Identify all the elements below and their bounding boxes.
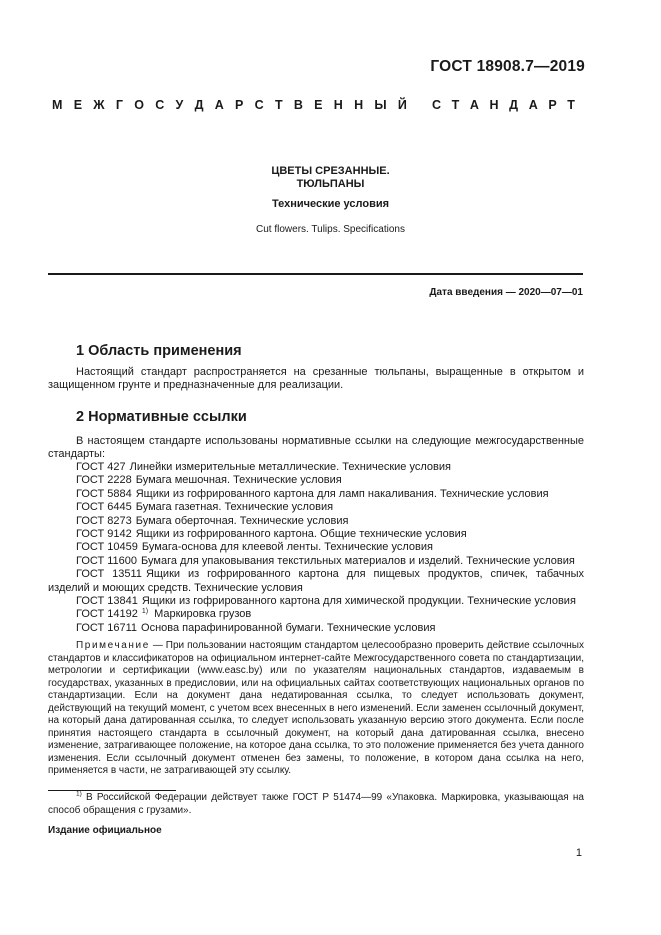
reference-code: ГОСТ 6445	[76, 501, 132, 514]
reference-title: Ящики из гофрированного картона для химической продукции. Технические условия	[141, 595, 576, 608]
reference-title: Линейки измерительные металлические. Технические условия	[129, 461, 451, 473]
banner-letter: О	[134, 98, 144, 112]
title-line-2: ТЮЛЬПАНЫ	[296, 178, 365, 190]
page-number: 1	[575, 847, 582, 859]
document-subtitle: Технические условия	[271, 198, 390, 210]
document-code: ГОСТ 18908.7—2019	[430, 58, 585, 75]
banner-letter: Ж	[93, 98, 105, 112]
banner-letter: У	[175, 98, 184, 112]
section-1-heading: 1 Область применения	[76, 343, 242, 359]
reference-item	[76, 555, 584, 568]
reference-title: Ящики из гофрированного картона для пищевых продуктов, спичек, табачных изделий и моющих средств. Технические условия	[48, 568, 584, 594]
section-2-heading: 2 Нормативные ссылки	[76, 409, 247, 425]
note-text: — При пользовании настоящим стандартом целесообразно проверить действие ссылочных стандартов и классификаторов на официальном интернет-сайте Межгосударственного совета по стандартизации, метрологии и сертификации (www.easc.by) или по указателям национальных стандартов, издаваемым в государствах, указанных в предисловии, или на официальных сайтах соответствующих национальных органов по стандартизации. Если на документ дана недатированная ссылка, то следует использовать документ, действующий на текущий момент, с учетом всех внесенных в него изменений. Если заменен ссылочный документ, на который дана датированная ссылка, то следует использовать указанную версию этого документа. Если после принятия настоящего стандарта в ссылочный документ, на который дана датированная ссылка, внесено изменение, затрагивающее положение, на которое дана ссылка, то это положение применяется без учета данного изменения. Если ссылочный документ отменен без замены, то положение, в котором дана ссылка на него, применяется в части, не затрагивающей эту ссылку.	[48, 640, 584, 776]
reference-code: ГОСТ 427	[76, 461, 126, 473]
reference-item	[76, 608, 584, 621]
reference-item	[76, 528, 584, 541]
banner-letter: В	[293, 98, 303, 112]
reference-code: ГОСТ 16711	[76, 621, 138, 634]
reference-code: ГОСТ 13511	[76, 568, 142, 581]
reference-title: Ящики из гофрированного картона. Общие технические условия	[135, 528, 467, 541]
section-2-intro	[48, 435, 584, 461]
title-divider	[48, 273, 583, 275]
reference-title: Ящики из гофрированного картона для ламп накаливания. Технические условия	[135, 487, 549, 500]
reference-item	[76, 541, 584, 554]
banner-letter: С	[432, 98, 442, 112]
banner-letter: Г	[115, 98, 123, 112]
footnote	[48, 791, 584, 817]
banner-letter: Н	[354, 98, 364, 112]
banner-letter: Н	[333, 98, 343, 112]
section-1-text: Настоящий стандарт распространяется на срезанные тюльпаны, выращенные в открытом и защищенном грунте и предназначенные для реализации.	[48, 366, 584, 391]
banner-letter: М	[52, 98, 63, 112]
reference-title: Бумага газетная. Технические условия	[135, 501, 334, 514]
banner-letter: Р	[548, 98, 557, 112]
banner-letter: Д	[194, 98, 204, 112]
banner-letter: Р	[235, 98, 244, 112]
reference-item	[76, 501, 584, 514]
section-2-intro-text: В настоящем стандарте использованы нормативные ссылки на следующие межгосударственные стандарты:	[48, 435, 584, 460]
reference-title: Бумага для упаковывания текстильных материалов и изделий. Технические условия	[141, 554, 575, 567]
reference-item	[48, 568, 584, 595]
banner-letter: Д	[509, 98, 519, 112]
interstate-standard-banner	[52, 98, 575, 112]
banner-letter: А	[469, 98, 479, 112]
banner-word-1	[52, 98, 407, 112]
reference-title: Основа парафинированной бумаги. Технические условия	[141, 621, 436, 634]
banner-letter: Т	[451, 98, 460, 112]
title-line-1: ЦВЕТЫ СРЕЗАННЫЕ.	[271, 165, 390, 177]
banner-letter: Н	[489, 98, 499, 112]
references-note	[48, 640, 584, 778]
reference-title: Маркировка грузов	[154, 608, 252, 621]
banner-letter: С	[254, 98, 264, 112]
banner-letter: Ы	[374, 98, 387, 112]
reference-code: ГОСТ 2228	[76, 474, 132, 487]
reference-item	[76, 488, 584, 501]
document-title	[0, 165, 661, 191]
reference-code: ГОСТ 13841	[76, 595, 138, 608]
reference-item	[76, 474, 584, 487]
reference-item	[76, 461, 584, 474]
introduction-date: Дата введения — 2020—07—01	[429, 287, 583, 298]
reference-item	[76, 622, 584, 635]
banner-letter: Й	[397, 98, 407, 112]
reference-code: ГОСТ 8273	[76, 514, 132, 527]
banner-letter: Т	[567, 98, 575, 112]
banner-letter: Е	[73, 98, 83, 112]
reference-item	[76, 515, 584, 528]
note-label: Примечание	[76, 640, 150, 651]
banner-word-2	[432, 98, 575, 112]
reference-code: ГОСТ 10459	[76, 541, 138, 554]
references-list	[48, 461, 584, 635]
reference-item	[76, 595, 584, 608]
reference-code: ГОСТ 5884	[76, 487, 132, 500]
english-title: Cut flowers. Tulips. Specifications	[256, 224, 405, 235]
footnote-marker: 1)	[76, 790, 82, 798]
reference-code: ГОСТ 9142	[76, 528, 132, 541]
reference-footnote-marker: 1)	[141, 607, 149, 615]
reference-title: Бумага-основа для клеевой ленты. Технические условия	[141, 541, 433, 554]
banner-letter: А	[214, 98, 224, 112]
reference-title: Бумага оберточная. Технические условия	[135, 514, 349, 527]
reference-title: Бумага мешочная. Технические условия	[135, 474, 342, 487]
footnote-text: В Российской Федерации действует также ГОСТ Р 51474—99 «Упаковка. Маркировка, указывающая на способ обращения с грузами».	[48, 792, 584, 816]
banner-letter: Т	[274, 98, 283, 112]
reference-code: ГОСТ 11600	[76, 554, 138, 567]
edition-label: Издание официальное	[48, 825, 162, 836]
banner-letter: С	[155, 98, 165, 112]
reference-code: ГОСТ 14192	[76, 608, 138, 621]
banner-letter: Е	[314, 98, 323, 112]
banner-letter: А	[528, 98, 538, 112]
